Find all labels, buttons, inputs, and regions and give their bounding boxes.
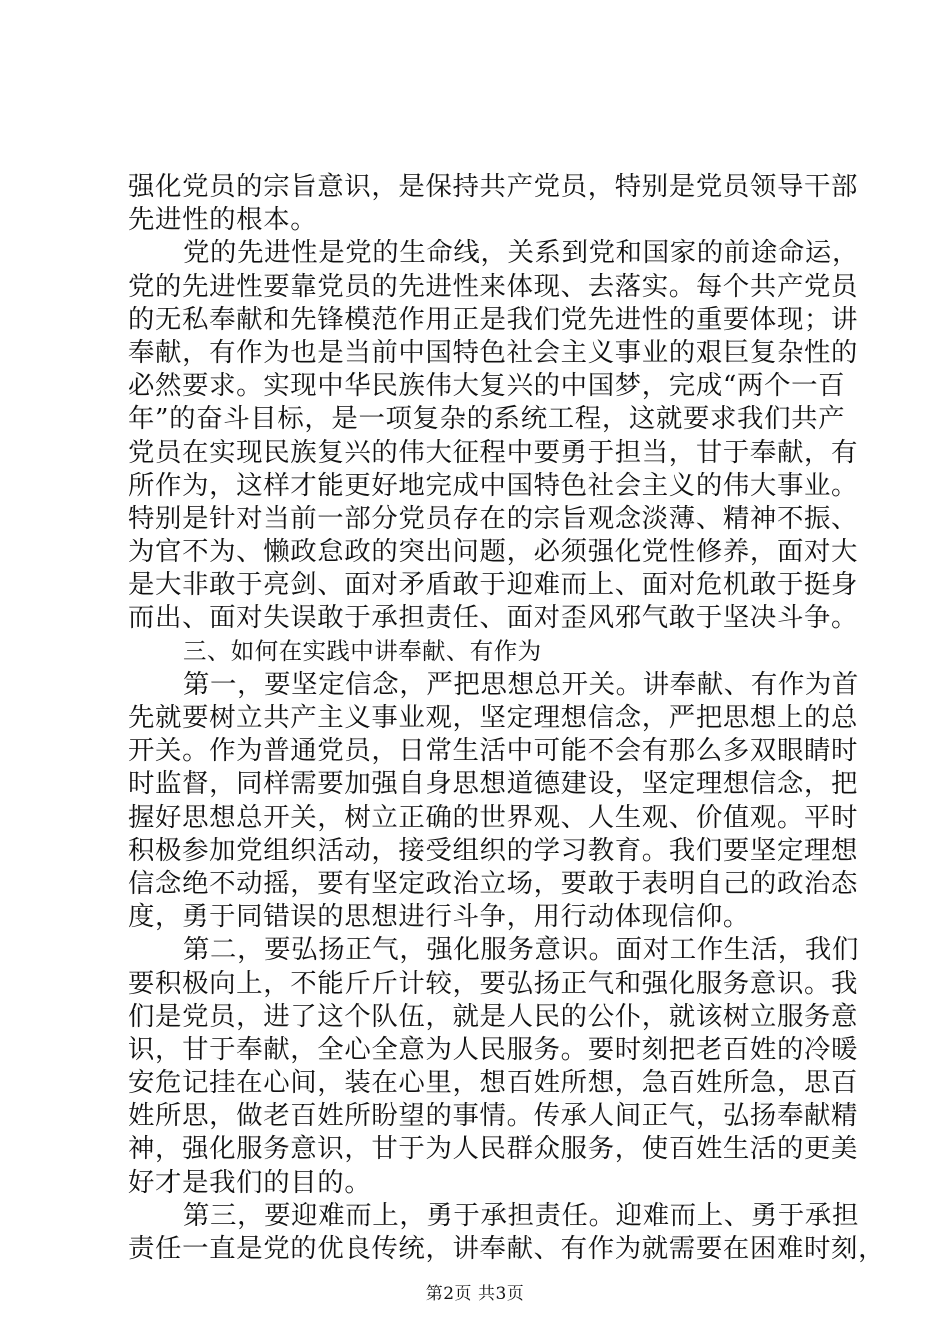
document-body bbox=[128, 170, 886, 1265]
paragraph-line: 信念绝不动摇，要有坚定政治立场，要敢于表明自己的政治态 bbox=[128, 867, 859, 899]
paragraph-line: 先进性的根本。 bbox=[128, 204, 318, 236]
paragraph-line: 党的先进性要靠党员的先进性来体现、去落实。每个共产党员 bbox=[128, 270, 859, 302]
paragraph-line: 积极参加党组织活动，接受组织的学习教育。我们要坚定理想 bbox=[128, 834, 859, 866]
paragraph-line: 识，甘于奉献，全心全意为人民服务。要时刻把老百姓的冷暖 bbox=[128, 1033, 859, 1065]
paragraph-line: 第一，要坚定信念，严把思想总开关。讲奉献、有作为首 bbox=[183, 668, 860, 700]
paragraph-line: 为官不为、懒政怠政的突出问题，必须强化党性修养，面对大 bbox=[128, 536, 859, 568]
paragraph-line: 姓所思，做老百姓所盼望的事情。传承人间正气，弘扬奉献精 bbox=[128, 1100, 859, 1132]
paragraph-line: 党员在实现民族复兴的伟大征程中要勇于担当，甘于奉献，有 bbox=[128, 436, 859, 468]
paragraph-line: 年”的奋斗目标，是一项复杂的系统工程，这就要求我们共产 bbox=[128, 403, 846, 435]
paragraph-line: 所作为，这样才能更好地完成中国特色社会主义的伟大事业。 bbox=[128, 469, 859, 501]
paragraph-line: 安危记挂在心间，装在心里，想百姓所想，急百姓所急，思百 bbox=[128, 1067, 859, 1099]
paragraph-line: 责任一直是党的优良传统，讲奉献、有作为就需要在困难时刻， bbox=[128, 1233, 886, 1264]
paragraph-line: 而出、面对失误敢于承担责任、面对歪风邪气敢于坚决斗争。 bbox=[128, 602, 859, 634]
paragraph-line: 强化党员的宗旨意识，是保持共产党员，特别是党员领导干部 bbox=[128, 171, 859, 202]
paragraph bbox=[128, 1199, 886, 1265]
paragraph-line: 们是党员，进了这个队伍，就是人民的公仆，就该树立服务意 bbox=[128, 1000, 859, 1032]
page-number: 第2页 共3页 bbox=[425, 1284, 525, 1304]
paragraph-line: 第二，要弘扬正气，强化服务意识。面对工作生活，我们 bbox=[183, 934, 860, 966]
paragraph-line: 神，强化服务意识，甘于为人民群众服务，使百姓生活的更美 bbox=[128, 1133, 859, 1165]
paragraph-line: 的无私奉献和先锋模范作用正是我们党先进性的重要体现；讲 bbox=[128, 303, 859, 335]
heading-text: 三、如何在实践中讲奉献、有作为 bbox=[183, 636, 542, 665]
section-heading bbox=[128, 635, 828, 668]
paragraph-line: 党的先进性是党的生命线，关系到党和国家的前途命运， bbox=[183, 237, 860, 269]
paragraph-line: 先就要树立共产主义事业观，坚定理想信念，严把思想上的总 bbox=[128, 702, 859, 733]
paragraph-line: 必然要求。实现中华民族伟大复兴的中国梦，完成“两个一百 bbox=[128, 370, 846, 402]
paragraph bbox=[128, 170, 859, 236]
paragraph-line: 时监督，同样需要加强自身思想道德建设，坚定理想信念，把 bbox=[128, 768, 859, 800]
page-footer bbox=[0, 1279, 950, 1304]
paragraph-line: 好才是我们的目的。 bbox=[128, 1166, 372, 1198]
paragraph-line: 要积极向上，不能斤斤计较，要弘扬正气和强化服务意识。我 bbox=[128, 967, 859, 999]
paragraph bbox=[128, 668, 860, 934]
paragraph-line: 特别是针对当前一部分党员存在的宗旨观念淡薄、精神不振、 bbox=[128, 502, 859, 534]
paragraph-line: 度，勇于同错误的思想进行斗争，用行动体现信仰。 bbox=[128, 901, 750, 933]
paragraph-line: 奉献，有作为也是当前中国特色社会主义事业的艰巨复杂性的 bbox=[128, 336, 859, 368]
paragraph bbox=[128, 236, 860, 634]
paragraph-line: 第三，要迎难而上，勇于承担责任。迎难而上、勇于承担 bbox=[183, 1199, 860, 1231]
paragraph-line: 握好思想总开关，树立正确的世界观、人生观、价值观。平时 bbox=[128, 801, 859, 833]
paragraph-line: 开关。作为普通党员，日常生活中可能不会有那么多双眼睛时 bbox=[128, 735, 859, 767]
paragraph bbox=[128, 933, 860, 1199]
paragraph-line: 是大非敢于亮剑、面对矛盾敢于迎难而上、面对危机敢于挺身 bbox=[128, 569, 859, 601]
